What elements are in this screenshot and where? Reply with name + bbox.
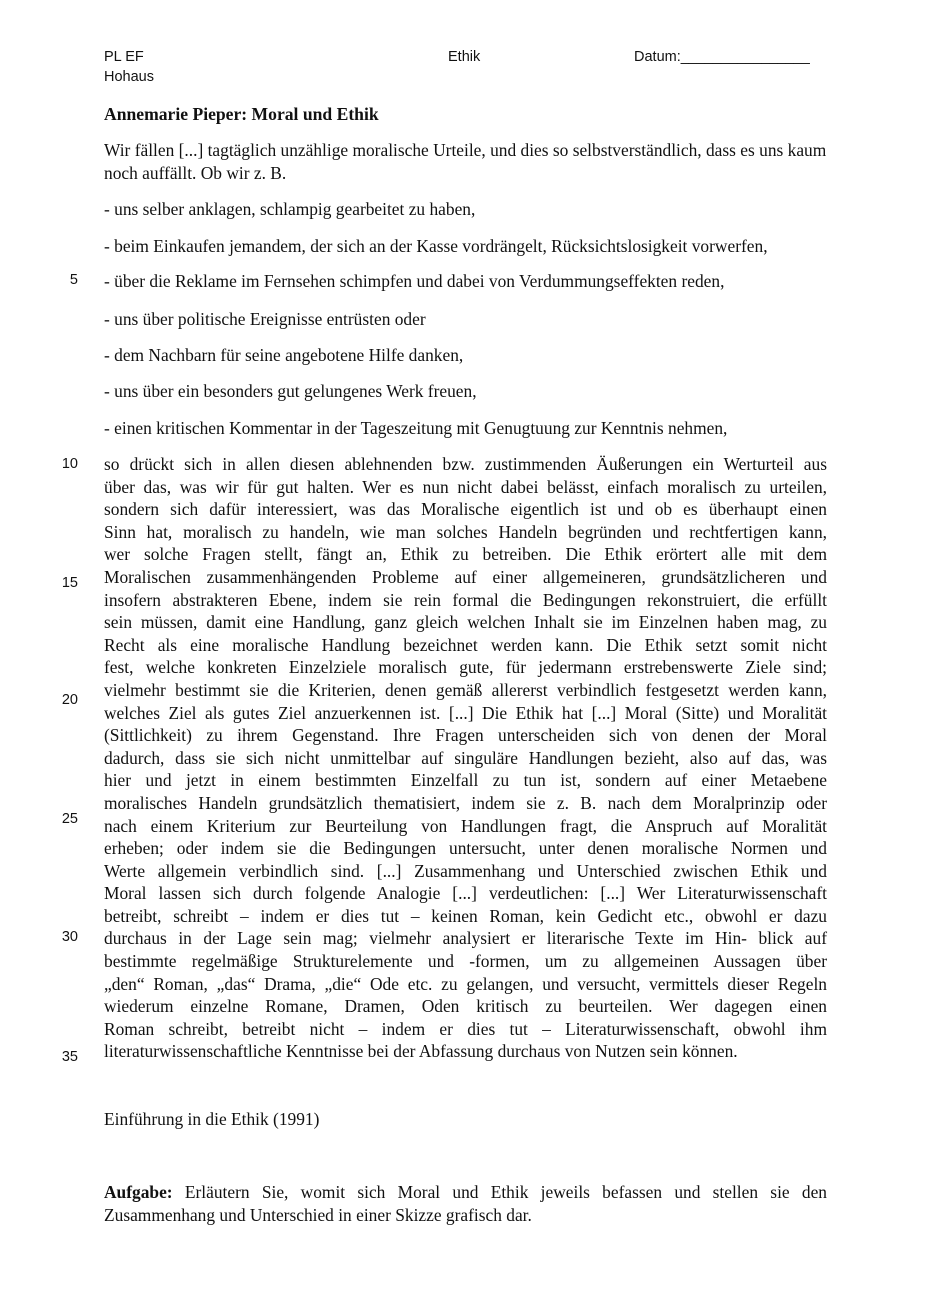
text-line: Moralischen zusammenhängenden Probleme auf einer allgemeineren, grundsätzlicheren und [104, 566, 827, 587]
document-title: Annemarie Pieper: Moral und Ethik [104, 104, 379, 124]
text-line: Roman schreibt, betreibt nicht – indem er dies tut – Literaturwissenschaft, obwohl ihm [104, 1018, 827, 1039]
subject-label: Ethik [448, 49, 481, 65]
task-text: Erläutern Sie, womit sich Moral und Ethik jeweils befassen und stellen sie den Zusammenhang und Unterschied in einer Skizze grafisch dar. [104, 1182, 827, 1225]
text-line: hier und jetzt in einem bestimmten Einzelfall zu tun ist, sondern auf einer Metaebene [104, 770, 827, 791]
text-line: wer solche Fragen stellt, fängt an, Ethik zu betreiben. Die Ethik erörtert alle mit dem [104, 544, 827, 565]
text-line: so drückt sich in allen diesen ablehnenden bzw. zustimmenden Äußerungen ein Werturteil aus [104, 454, 827, 474]
list-item: - uns über ein besonders gut gelungenes Werk freuen, [104, 381, 477, 401]
list-item: - einen kritischen Kommentar in der Tageszeitung mit Genugtuung zur Kenntnis nehmen, [104, 418, 728, 438]
list-item: - uns selber anklagen, schlampig gearbeitet zu haben, [104, 199, 476, 219]
line-number: 10 [61, 456, 78, 472]
header-course-block [104, 47, 154, 87]
task-label: Aufgabe: [104, 1182, 173, 1202]
date-field: Datum:________________ [634, 49, 810, 65]
text-line: wiederum einzelne Romane, Dramen, Oden kritisch zu beurteilen. Wer dagegen einen [104, 996, 827, 1017]
text-line: dadurch, dass sie sich nicht unmittelbar auf singuläre Handlungen bezieht, also auf das, was [104, 747, 827, 768]
task-paragraph [104, 1181, 827, 1227]
teacher-name: Hohaus [104, 69, 154, 85]
text-line: welches Ziel als gutes Ziel anzuerkennen ist. [...] Die Ethik hat [...] Moral (Sitte) und Moralität [104, 702, 827, 723]
list-item: - beim Einkaufen jemandem, der sich an der Kasse vordrängelt, Rücksichtslosigkeit vorwerfen, [104, 236, 768, 256]
source-citation: Einführung in die Ethik (1991) [104, 1109, 320, 1129]
line-number: 15 [61, 575, 78, 591]
text-line: Sinn hat, moralisch zu handeln, wie man solches Handeln begründen und rechtfertigen kann, [104, 521, 827, 542]
text-line: über das, was wir für gut halten. Wer es nun nicht dabei belässt, einfach moralisch zu urteilen, [104, 476, 827, 497]
text-line: sondern sich dafür interessiert, was das Moralische eigentlich ist und ob es überhaupt einen [104, 499, 827, 520]
text-line: insofern abstrakteren Ebene, indem sie rein formal die Bedingungen rekonstruiert, die erfüllt [104, 589, 827, 610]
text-line: „den“ Roman, „das“ Drama, „die“ Ode etc. zu gelangen, und versucht, vermittels dieser Regeln [104, 973, 827, 994]
line-number: 35 [61, 1049, 78, 1065]
text-line: Werte allgemein verbindlich sind. [...] Zusammenhang und Unterschied zwischen Ethik und [104, 860, 827, 881]
text-line: fest, welche konkreten Einzelziele moralisch gute, für jedermann erstrebenswerte Ziele sind; [104, 657, 827, 678]
line-number: 5 [69, 272, 78, 288]
text-line: (Sittlichkeit) zu ihrem Gegenstand. Ihre Fragen unterscheiden sich von denen der Moral [104, 725, 827, 746]
text-line: sein müssen, damit eine Handlung, ganz gleich welchen Inhalt sie im Einzelnen haben mag, zu [104, 612, 827, 633]
line-number: 20 [61, 692, 78, 708]
course-label: PL EF [104, 49, 144, 65]
line-number: 30 [61, 929, 78, 945]
text-line: vielmehr bestimmt sie die Kriterien, denen gemäß allererst verbindlich festgesetzt werden kann, [104, 679, 827, 700]
text-line: bestimmte regelmäßige Strukturelemente und -formen, um zu allgemeinen Aussagen über [104, 951, 827, 972]
text-line: Recht als eine moralische Handlung bezeichnet werden kann. Die Ethik setzt somit nicht [104, 634, 827, 655]
text-line: Moral lassen sich durch folgende Analogie [...] verdeutlichen: [...] Wer Literaturwissenschaft [104, 883, 827, 904]
text-line: literaturwissenschaftliche Kenntnisse bei der Abfassung durchaus von Nutzen sein können. [104, 1041, 738, 1062]
text-line: moralisches Handeln grundsätzlich thematisiert, indem sie z. B. nach dem Moralprinzip oder [104, 792, 827, 813]
list-item: - dem Nachbarn für seine angebotene Hilfe danken, [104, 345, 464, 365]
text-line: durchaus in der Lage sein mag; vielmehr analysiert er literarische Texte im Hin- blick auf [104, 928, 827, 949]
line-number: 25 [61, 811, 78, 827]
intro-paragraph: Wir fällen [...] tagtäglich unzählige moralische Urteile, und dies so selbstverständlich, dass es uns kaum noch auffällt. Ob wir z. B. [104, 140, 827, 183]
main-text [104, 453, 827, 1063]
list-item: - uns über politische Ereignisse entrüsten oder [104, 309, 426, 329]
text-line: erheben; oder indem sie die Bedingungen untersucht, unter denen moralische Normen und [104, 838, 827, 859]
list-item: - über die Reklame im Fernsehen schimpfen und dabei von Verdummungseffekten reden, [104, 271, 725, 291]
text-line: nach einem Kriterium zur Beurteilung von Handlungen fragt, die Anspruch auf Moralität [104, 815, 827, 836]
text-line: betreibt, schreibt – indem er dies tut – keinen Roman, kein Gedicht etc., obwohl er dazu [104, 905, 827, 926]
